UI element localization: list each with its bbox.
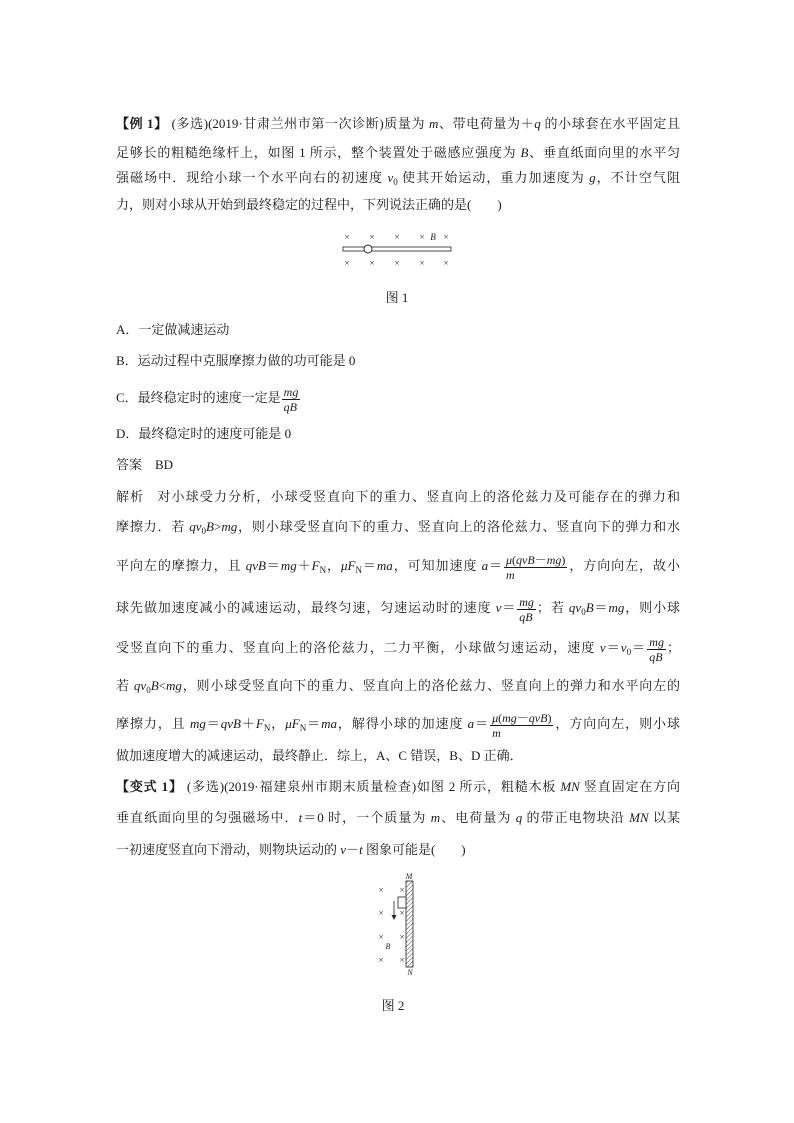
math-variable: μ (506, 552, 513, 567)
text-run: 垂直纸面向里的匀强磁场中． (116, 810, 299, 825)
option-b (116, 351, 680, 371)
math-variable: a (467, 716, 475, 731)
fraction-denominator (504, 567, 567, 582)
text-run: ，则小球 (624, 600, 680, 615)
magnetic-field-label: B (430, 232, 436, 242)
math-variable: qvB (245, 558, 266, 573)
text-run: ) (561, 552, 566, 567)
option-c (116, 382, 680, 414)
field-cross-mark: × (378, 932, 384, 942)
math-subscript: N (263, 723, 271, 733)
example-line (116, 143, 680, 163)
text-run: ＝ (474, 716, 490, 731)
math-variable: t (359, 842, 363, 857)
text-run: ＋ (296, 558, 312, 573)
text-run: 足够长的粗糙绝缘杆上，如图 1 所示，整个装置处于磁感应强度为 (116, 145, 521, 160)
text-run: > (214, 519, 222, 534)
text-run: ，方向向左，则小球 (554, 716, 680, 731)
math-variable: mg (519, 594, 534, 609)
math-subscript: 0 (146, 685, 151, 695)
math-variable: v (620, 640, 627, 655)
fraction-numerator (282, 385, 301, 399)
field-cross-mark: × (378, 955, 384, 965)
text-run: 对小球受力分析，小球受竖直向下的重力、竖直向上的洛伦兹力及可能存在的弹力和 (157, 489, 680, 504)
math-variable: F (255, 716, 264, 731)
math-variable: m (506, 567, 515, 582)
option-a (116, 320, 680, 340)
text-run: < (158, 678, 166, 693)
math-fraction (517, 595, 536, 624)
text-run: ， (326, 558, 341, 573)
text-run: ( (512, 552, 517, 567)
analysis-line (116, 550, 680, 582)
charged-block (398, 897, 406, 908)
figure-1-diagram (340, 228, 455, 272)
math-variable: MN (560, 779, 580, 794)
math-variable: qv (189, 519, 202, 534)
math-variable: mg (166, 678, 182, 693)
math-variable: qB (649, 649, 663, 664)
field-cross-mark: × (394, 232, 400, 242)
field-cross-mark: × (378, 908, 384, 918)
field-cross-mark: × (399, 932, 405, 942)
text-run: D．最终稳定时的速度可能是 0 (116, 426, 292, 441)
analysis-line (116, 487, 680, 507)
text-run: 、电荷量为 (440, 810, 516, 825)
text-run: 的小球套在水平固定且 (540, 116, 680, 131)
field-cross-mark: × (443, 232, 449, 242)
variant-line (116, 840, 680, 860)
text-run: 一初速度竖直向下滑动，则物块运动的 (116, 842, 341, 857)
math-variable: mg (189, 716, 206, 731)
math-fraction (504, 553, 567, 582)
math-variable: qvB (220, 716, 241, 731)
text-run: ＝ (205, 716, 221, 731)
text-run: ，解得小球的加速度 (336, 716, 468, 731)
field-cross-mark: × (419, 232, 425, 242)
text-run: － (534, 552, 547, 567)
math-variable: qv (568, 600, 582, 615)
analysis-line (116, 592, 680, 624)
text-run: ＝ (593, 600, 609, 615)
text-run: 平向左的摩擦力，且 (116, 558, 246, 573)
math-variable: ma (376, 558, 393, 573)
text-run: － (346, 842, 360, 857)
answer-value: BD (155, 457, 174, 472)
example-line (116, 168, 680, 188)
math-variable: q (534, 116, 541, 131)
field-cross-mark: × (399, 955, 405, 965)
fraction-denominator (517, 609, 536, 624)
math-variable: m (430, 810, 441, 825)
math-variable: v (340, 842, 347, 857)
math-fraction (647, 635, 666, 664)
text-run: ，则小球受竖直向下的重力、竖直向上的洛伦兹力、竖直向上的弹力和水平向左的 (181, 678, 680, 693)
charged-ball (364, 245, 372, 253)
field-cross-mark: × (443, 258, 449, 268)
option-d (116, 424, 680, 444)
fraction-numerator (647, 635, 666, 649)
text-run: 受竖直向下的重力、竖直向上的洛伦兹力，二力平衡，小球做匀速运动，速度 (116, 640, 600, 655)
field-cross-mark: × (419, 258, 425, 268)
board-end-label-n: N (407, 968, 413, 977)
figure-1-caption: 图 1 (385, 290, 409, 305)
math-variable: F (311, 558, 320, 573)
text-run: 球先做加速度减小的减速运动，最终匀速，匀速运动时的速度 (116, 600, 496, 615)
variant-line (116, 777, 680, 797)
analysis-label: 解析 (116, 489, 145, 504)
example-label: 【例 1】 (116, 116, 168, 131)
answer-line (116, 455, 680, 475)
fraction-numerator (504, 553, 567, 567)
text-run: 若 (116, 678, 134, 693)
magnetic-field-label: B (385, 942, 391, 951)
math-variable: B (206, 519, 214, 534)
math-variable: mg (608, 600, 625, 615)
field-cross-mark: × (344, 232, 350, 242)
figure-2-diagram (370, 868, 420, 980)
fraction-numerator (490, 711, 553, 725)
text-run: ) (547, 710, 552, 725)
analysis-line (116, 632, 680, 664)
text-run: 、带电荷量为＋ (438, 116, 535, 131)
variant-line (116, 808, 680, 828)
field-cross-mark: × (369, 232, 375, 242)
math-variable: mg (649, 634, 664, 649)
text-run: ，方向向左，故小 (568, 558, 680, 573)
field-cross-mark: × (399, 885, 405, 895)
field-cross-mark: × (369, 258, 375, 268)
math-variable: a (481, 558, 489, 573)
math-variable: qB (519, 609, 533, 624)
text-run: 使其开始运动，重力加速度为 (397, 170, 590, 185)
fraction-denominator (282, 399, 301, 414)
math-variable: qB (283, 399, 298, 414)
fraction-numerator (517, 595, 536, 609)
math-variable: g (589, 170, 596, 185)
math-variable: v (495, 600, 502, 615)
analysis-line (116, 517, 680, 537)
text-run: ＋ (240, 716, 256, 731)
text-run: 摩擦力，且 (116, 716, 190, 731)
text-run: － (516, 710, 529, 725)
text-run: 以某 (648, 810, 680, 825)
math-variable: qvB (528, 710, 548, 725)
velocity-arrow-head (392, 915, 397, 920)
answer-label: 答案 (116, 457, 143, 472)
text-run: ，不计空气阻 (595, 170, 680, 185)
math-variable: MN (629, 810, 649, 825)
insulating-rod (343, 247, 451, 251)
math-subscript: 0 (393, 177, 398, 187)
math-subscript: 0 (201, 526, 207, 536)
math-variable: μF (341, 558, 356, 573)
math-subscript: N (299, 723, 307, 733)
math-fraction (282, 385, 301, 414)
math-variable: v (599, 640, 606, 655)
math-variable: B (150, 678, 159, 693)
text-run: ， (270, 716, 286, 731)
text-run: A．一定做减速运动 (116, 322, 230, 337)
text-run: 做加速度增大的减速运动，最终静止．综上，A、C 错误，B、D 正确． (116, 748, 523, 763)
math-variable: m (428, 116, 439, 131)
math-variable: μF (285, 716, 300, 731)
text-run: ＝ (488, 558, 503, 573)
field-cross-mark: × (378, 885, 384, 895)
text-run: 、垂直纸面向里的水平匀 (528, 145, 680, 160)
math-variable: mg (221, 519, 238, 534)
text-run: ，可知加速度 (392, 558, 482, 573)
field-cross-mark: × (394, 258, 400, 268)
text-run: 摩擦力．若 (116, 519, 190, 534)
text-run: (多选)(2019·甘肃兰州市第一次诊断)质量为 (167, 116, 429, 131)
text-run: 强磁场中．现给小球一个水平向右的初速度 (116, 170, 388, 185)
text-run: 的带正电物块沿 (522, 810, 630, 825)
text-run: ，则小球受竖直向下的重力、竖直向上的洛伦兹力、竖直向下的弹力和水 (237, 519, 680, 534)
text-run: ＝ (265, 558, 281, 573)
figure-2-caption: 图 2 (381, 998, 405, 1013)
math-variable: mg (283, 384, 299, 399)
math-variable: ma (321, 716, 337, 731)
text-run: ； (666, 640, 680, 655)
text-run: ＝ (306, 716, 322, 731)
math-variable: t (298, 810, 303, 825)
text-run: (多选)(2019·福建泉州市期末质量检查)如图 2 所示，粗糙木板 (182, 779, 561, 794)
text-run: 图象可能是( ) (362, 842, 466, 857)
math-variable: v (387, 170, 394, 185)
text-run: ( (498, 710, 503, 725)
analysis-line (116, 708, 680, 740)
math-variable: m (492, 725, 501, 740)
variant-label: 【变式 1】 (116, 779, 183, 794)
math-subscript: 0 (581, 607, 586, 617)
math-variable: mg (502, 710, 517, 725)
rough-board (406, 881, 413, 967)
text-run: ＝ (501, 600, 517, 615)
analysis-line (116, 746, 680, 766)
math-variable: B (585, 600, 594, 615)
math-subscript: 0 (626, 647, 632, 657)
math-variable: qv (133, 678, 147, 693)
field-cross-mark: × (344, 258, 350, 268)
math-fraction (490, 711, 553, 740)
text-run: 力，则对小球从开始到最终稳定的过程中，下列说法正确的是( ) (116, 197, 502, 212)
math-variable: B (520, 145, 529, 160)
math-subscript: N (355, 565, 362, 575)
math-variable: mg (280, 558, 297, 573)
math-subscript: N (319, 565, 327, 575)
example-line (116, 114, 680, 134)
text-run: ＝ (361, 558, 377, 573)
board-end-label-m: M (405, 872, 413, 881)
text-run: ＝ (631, 640, 647, 655)
example-line (116, 195, 680, 215)
math-variable: mg (546, 552, 562, 567)
fraction-denominator (647, 649, 666, 664)
math-variable: qvB (516, 552, 535, 567)
math-variable: q (515, 810, 523, 825)
text-run: ＝0 时，一个质量为 (302, 810, 431, 825)
fraction-denominator (490, 725, 553, 740)
text-run: C．最终稳定时的速度一定是 (116, 390, 281, 405)
field-cross-mark: × (399, 908, 405, 918)
text-run: ＝ (605, 640, 621, 655)
text-run: 竖直固定在方向 (579, 779, 680, 794)
text-run: B．运动过程中克服摩擦力做的功可能是 0 (116, 353, 356, 368)
text-run: ；若 (536, 600, 569, 615)
math-variable: μ (492, 710, 499, 725)
analysis-line (116, 676, 680, 696)
